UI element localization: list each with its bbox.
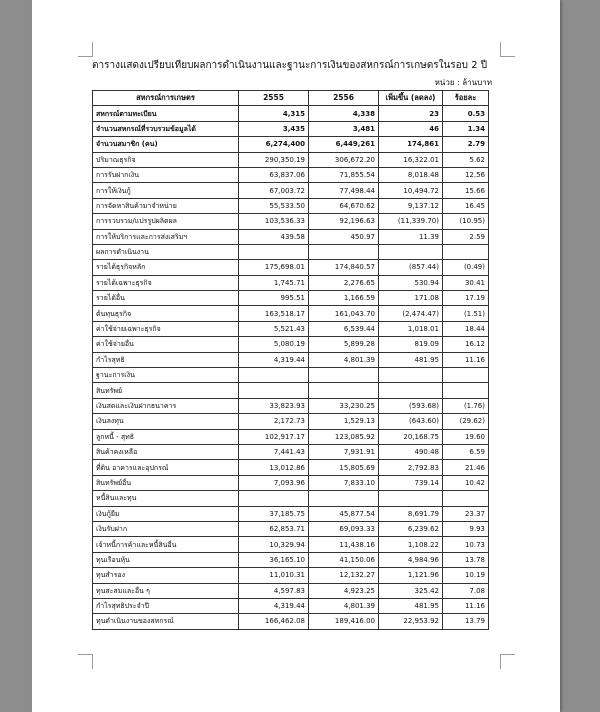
row-label: ผลการดำเนินงาน — [93, 244, 239, 259]
value-2555: 175,698.01 — [239, 260, 309, 275]
value-change: 16,322.01 — [379, 152, 443, 167]
value-change: 490.48 — [379, 444, 443, 459]
value-2555: 10,329.94 — [239, 537, 309, 552]
header-percent: ร้อยละ — [443, 91, 489, 106]
value-change: 2,792.83 — [379, 460, 443, 475]
table-body — [93, 106, 489, 629]
value-2555 — [239, 244, 309, 259]
section-row — [93, 491, 489, 506]
value-percent: 11.16 — [443, 598, 489, 613]
value-2556: 161,043.70 — [309, 306, 379, 321]
value-2555: 4,319.44 — [239, 598, 309, 613]
value-change: (593.68) — [379, 398, 443, 413]
value-2555: 290,350.19 — [239, 152, 309, 167]
value-change: 1,018.01 — [379, 321, 443, 336]
row-label: ที่ดิน อาคารและอุปกรณ์ — [93, 460, 239, 475]
row-label: กำไรสุทธิประจำปี — [93, 598, 239, 613]
value-2556 — [309, 244, 379, 259]
value-2556: 92,196.63 — [309, 214, 379, 229]
value-2555: 4,319.44 — [239, 352, 309, 367]
row-label: การจัดหาสินค้ามาจำหน่าย — [93, 198, 239, 213]
value-2556: 4,338 — [309, 106, 379, 121]
value-percent: 21.46 — [443, 460, 489, 475]
value-change: 1,108.22 — [379, 537, 443, 552]
value-2556: 6,539.44 — [309, 321, 379, 336]
value-2556: 4,801.39 — [309, 352, 379, 367]
value-2555: 102,917.17 — [239, 429, 309, 444]
table-row — [93, 598, 489, 613]
value-2556: 123,085.92 — [309, 429, 379, 444]
value-2555: 439.58 — [239, 229, 309, 244]
value-change — [379, 244, 443, 259]
value-2555: 5,521.43 — [239, 321, 309, 336]
row-label: เจ้าหนี้การค้าและหนี้สินอื่น — [93, 537, 239, 552]
value-percent: 19.60 — [443, 429, 489, 444]
value-change: (11,339.70) — [379, 214, 443, 229]
value-change: 1,121.96 — [379, 568, 443, 583]
value-percent: 13.78 — [443, 552, 489, 567]
value-change — [379, 383, 443, 398]
table-row — [93, 414, 489, 429]
table-row — [93, 506, 489, 521]
value-change: (2,474.47) — [379, 306, 443, 321]
value-2556: 71,855.54 — [309, 167, 379, 182]
value-change: 11.39 — [379, 229, 443, 244]
table-row — [93, 475, 489, 490]
value-percent: 6.59 — [443, 444, 489, 459]
row-label: ทุนสะสมและอื่น ๆ — [93, 583, 239, 598]
table-row — [93, 460, 489, 475]
value-2556: 12,132.27 — [309, 568, 379, 583]
table-row — [93, 321, 489, 336]
value-2556: 69,093.33 — [309, 521, 379, 536]
value-2555: 1,745.71 — [239, 275, 309, 290]
header-year-2556: 2556 — [309, 91, 379, 106]
value-percent: 10.42 — [443, 475, 489, 490]
value-2555: 13,012.86 — [239, 460, 309, 475]
table-row — [93, 444, 489, 459]
value-percent: (1.76) — [443, 398, 489, 413]
value-2555: 995.51 — [239, 291, 309, 306]
value-percent: 15.66 — [443, 183, 489, 198]
value-change: 819.09 — [379, 337, 443, 352]
value-change: 171.08 — [379, 291, 443, 306]
value-2555: 36,165.10 — [239, 552, 309, 567]
value-percent — [443, 383, 489, 398]
value-percent — [443, 244, 489, 259]
value-percent — [443, 368, 489, 383]
crop-mark-bottom-right — [500, 654, 515, 669]
value-2556: 174,840.57 — [309, 260, 379, 275]
value-2556: 11,438.16 — [309, 537, 379, 552]
row-label: หนี้สินและทุน — [93, 491, 239, 506]
value-2556: 77,498.44 — [309, 183, 379, 198]
value-2556: 6,449,261 — [309, 137, 379, 152]
value-change: 23 — [379, 106, 443, 121]
value-2556: 15,805.69 — [309, 460, 379, 475]
value-2555: 11,010.31 — [239, 568, 309, 583]
value-2556: 64,670.62 — [309, 198, 379, 213]
row-label: ทุนสำรอง — [93, 568, 239, 583]
value-2555: 163,518.17 — [239, 306, 309, 321]
value-2556: 4,801.39 — [309, 598, 379, 613]
table-row — [93, 260, 489, 275]
value-2556: 2,276.65 — [309, 275, 379, 290]
value-percent: 10.73 — [443, 537, 489, 552]
table-row — [93, 137, 489, 152]
value-percent: 23.37 — [443, 506, 489, 521]
row-label: การให้เงินกู้ — [93, 183, 239, 198]
table-row — [93, 229, 489, 244]
value-2555: 4,315 — [239, 106, 309, 121]
value-2555: 2,172.73 — [239, 414, 309, 429]
value-2555: 55,533.50 — [239, 198, 309, 213]
table-row — [93, 337, 489, 352]
row-label: สหกรณ์ตามทะเบียน — [93, 106, 239, 121]
row-label: ฐานะการเงิน — [93, 368, 239, 383]
table-row — [93, 583, 489, 598]
row-label: รายได้อื่น — [93, 291, 239, 306]
row-label: ค่าใช้จ่ายอื่น — [93, 337, 239, 352]
value-2555: 7,093.96 — [239, 475, 309, 490]
value-change: 9,137.12 — [379, 198, 443, 213]
value-change: 739.14 — [379, 475, 443, 490]
section-row — [93, 244, 489, 259]
value-2555: 6,274,400 — [239, 137, 309, 152]
value-change: 46 — [379, 121, 443, 136]
value-2555: 62,853.71 — [239, 521, 309, 536]
table-row — [93, 614, 489, 629]
value-2556 — [309, 491, 379, 506]
value-change: 481.95 — [379, 352, 443, 367]
value-2555 — [239, 368, 309, 383]
value-percent: 12.56 — [443, 167, 489, 182]
table-row — [93, 198, 489, 213]
table-row — [93, 121, 489, 136]
row-label: ปริมาณธุรกิจ — [93, 152, 239, 167]
row-label: การให้บริการและการส่งเสริมฯ — [93, 229, 239, 244]
value-change: 8,691.79 — [379, 506, 443, 521]
value-percent: 18.44 — [443, 321, 489, 336]
value-2555: 5,080.19 — [239, 337, 309, 352]
value-change: 10,494.72 — [379, 183, 443, 198]
value-2556: 3,481 — [309, 121, 379, 136]
value-percent: 17.19 — [443, 291, 489, 306]
row-label: จำนวนสหกรณ์ที่รวบรวมข้อมูลได้ — [93, 121, 239, 136]
table-row — [93, 275, 489, 290]
value-percent: 16.12 — [443, 337, 489, 352]
value-2556: 45,877.54 — [309, 506, 379, 521]
value-change — [379, 491, 443, 506]
value-2555: 37,185.75 — [239, 506, 309, 521]
unit-label: หน่วย : ล้านบาท — [434, 78, 492, 87]
value-2556: 189,416.00 — [309, 614, 379, 629]
table-row — [93, 552, 489, 567]
table-row — [93, 352, 489, 367]
value-2555: 3,435 — [239, 121, 309, 136]
header-change: เพิ่มขึ้น (ลดลง) — [379, 91, 443, 106]
row-label: ทุนเรือนหุ้น — [93, 552, 239, 567]
value-percent: 11.16 — [443, 352, 489, 367]
value-2555: 67,003.72 — [239, 183, 309, 198]
value-2556: 5,899.28 — [309, 337, 379, 352]
row-label: สินทรัพย์ — [93, 383, 239, 398]
value-change: 20,168.75 — [379, 429, 443, 444]
row-label: การรับฝากเงิน — [93, 167, 239, 182]
value-2555 — [239, 383, 309, 398]
row-label: ลูกหนี้ - สุทธิ — [93, 429, 239, 444]
document-page — [32, 0, 560, 712]
value-percent: 0.53 — [443, 106, 489, 121]
value-change: 8,018.48 — [379, 167, 443, 182]
row-label: รายได้ธุรกิจหลัก — [93, 260, 239, 275]
value-percent: 1.34 — [443, 121, 489, 136]
crop-mark-bottom-left — [78, 654, 93, 669]
row-label: จำนวนสมาชิก (คน) — [93, 137, 239, 152]
value-2556: 4,923.25 — [309, 583, 379, 598]
crop-mark-top-left — [78, 42, 93, 57]
value-percent: (1.51) — [443, 306, 489, 321]
row-label: ทุนดำเนินงานของสหกรณ์ — [93, 614, 239, 629]
value-change: 481.95 — [379, 598, 443, 613]
value-change: 530.94 — [379, 275, 443, 290]
value-2556 — [309, 368, 379, 383]
value-2556: 7,833.10 — [309, 475, 379, 490]
value-change: 174,861 — [379, 137, 443, 152]
value-percent: (0.49) — [443, 260, 489, 275]
value-percent: 7.08 — [443, 583, 489, 598]
table-row — [93, 537, 489, 552]
value-change: 4,984.96 — [379, 552, 443, 567]
value-percent: (10.95) — [443, 214, 489, 229]
row-label: สินค้าคงเหลือ — [93, 444, 239, 459]
value-percent: 9.93 — [443, 521, 489, 536]
value-2556: 7,931.91 — [309, 444, 379, 459]
table-row — [93, 568, 489, 583]
value-change: 325.42 — [379, 583, 443, 598]
value-change: (857.44) — [379, 260, 443, 275]
value-2555: 33,823.93 — [239, 398, 309, 413]
value-2556: 33,230.25 — [309, 398, 379, 413]
row-label: ค่าใช้จ่ายเฉพาะธุรกิจ — [93, 321, 239, 336]
section-row — [93, 368, 489, 383]
row-label: สินทรัพย์อื่น — [93, 475, 239, 490]
table-row — [93, 106, 489, 121]
table-header-row — [93, 91, 489, 106]
value-2556: 450.97 — [309, 229, 379, 244]
value-2555 — [239, 491, 309, 506]
table-row — [93, 398, 489, 413]
value-percent: 10.19 — [443, 568, 489, 583]
section-row — [93, 383, 489, 398]
row-label: รายได้เฉพาะธุรกิจ — [93, 275, 239, 290]
table-row — [93, 429, 489, 444]
document-title: ตารางแสดงเปรียบเทียบผลการดำเนินงานและฐานะการเงินของสหกรณ์การเกษตรในรอบ 2 ปี — [92, 60, 488, 71]
row-label: เงินสดและเงินฝากธนาคาร — [93, 398, 239, 413]
value-2556: 1,529.13 — [309, 414, 379, 429]
table-row — [93, 183, 489, 198]
crop-mark-top-right — [500, 42, 515, 57]
value-percent: 13.79 — [443, 614, 489, 629]
value-change: (643.60) — [379, 414, 443, 429]
value-2556: 1,166.59 — [309, 291, 379, 306]
value-percent: 5.62 — [443, 152, 489, 167]
value-percent: 30.41 — [443, 275, 489, 290]
row-label: เงินรับฝาก — [93, 521, 239, 536]
table-row — [93, 152, 489, 167]
header-year-2555: 2555 — [239, 91, 309, 106]
value-2555: 7,441.43 — [239, 444, 309, 459]
value-percent: (29.62) — [443, 414, 489, 429]
value-2555: 103,536.33 — [239, 214, 309, 229]
table-row — [93, 214, 489, 229]
value-2555: 63,837.06 — [239, 167, 309, 182]
value-2556: 41,150.06 — [309, 552, 379, 567]
value-2555: 4,597.83 — [239, 583, 309, 598]
value-percent: 2.59 — [443, 229, 489, 244]
value-2556 — [309, 383, 379, 398]
table-row — [93, 291, 489, 306]
value-percent: 2.79 — [443, 137, 489, 152]
table-row — [93, 521, 489, 536]
value-2556: 306,672.20 — [309, 152, 379, 167]
value-change: 6,239.62 — [379, 521, 443, 536]
value-change — [379, 368, 443, 383]
row-label: เงินกู้ยืม — [93, 506, 239, 521]
table-row — [93, 167, 489, 182]
row-label: ต้นทุนธุรกิจ — [93, 306, 239, 321]
row-label: เงินลงทุน — [93, 414, 239, 429]
row-label: กำไรสุทธิ — [93, 352, 239, 367]
table-row — [93, 306, 489, 321]
value-change: 22,953.92 — [379, 614, 443, 629]
value-percent — [443, 491, 489, 506]
value-2555: 166,462.08 — [239, 614, 309, 629]
comparison-table — [92, 90, 489, 630]
value-percent: 16.45 — [443, 198, 489, 213]
row-label: การรวบรวม/แปรรูปผลิตผล — [93, 214, 239, 229]
header-cooperative: สหกรณ์การเกษตร — [93, 91, 239, 106]
